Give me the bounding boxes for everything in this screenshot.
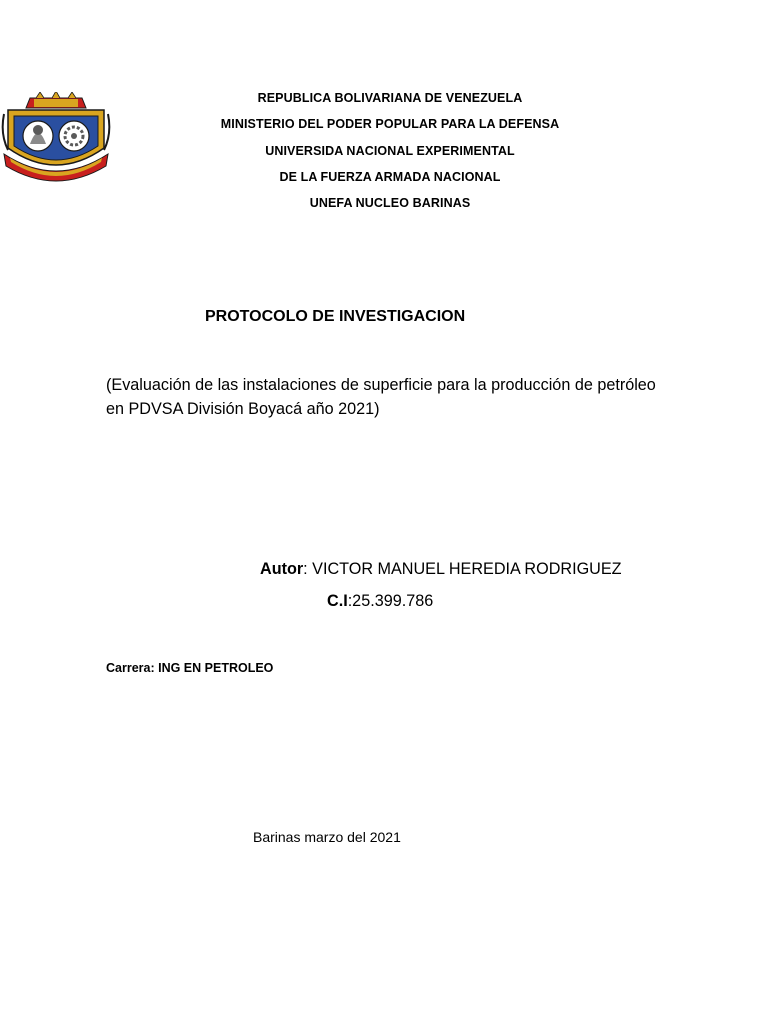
ci-value: :25.399.786 bbox=[347, 592, 434, 610]
place-date: Barinas marzo del 2021 bbox=[253, 829, 401, 845]
unefa-seal-icon bbox=[0, 92, 112, 184]
ci-line bbox=[327, 592, 433, 611]
author-name: : VICTOR MANUEL HEREDIA RODRIGUEZ bbox=[303, 560, 622, 578]
header-line-ministry: MINISTERIO DEL PODER POPULAR PARA LA DEFENSA bbox=[220, 117, 560, 131]
header-line-campus: UNEFA NUCLEO BARINAS bbox=[309, 196, 471, 210]
author-label: Autor bbox=[260, 560, 304, 578]
header-line-university: UNIVERSIDA NACIONAL EXPERIMENTAL bbox=[265, 144, 515, 158]
document-subtitle: (Evaluación de las instalaciones de superficie para la producción de petróleo en PDVSA División Boyacá año 2021) bbox=[106, 376, 656, 418]
header-line-republic: REPUBLICA BOLIVARIANA DE VENEZUELA bbox=[257, 91, 523, 105]
header-line-armed-forces: DE LA FUERZA ARMADA NACIONAL bbox=[279, 170, 501, 184]
document-title: PROTOCOLO DE INVESTIGACION bbox=[205, 308, 466, 325]
ci-label: C.I bbox=[327, 592, 348, 610]
career-line: Carrera: ING EN PETROLEO bbox=[106, 661, 274, 675]
author-line bbox=[260, 560, 622, 579]
